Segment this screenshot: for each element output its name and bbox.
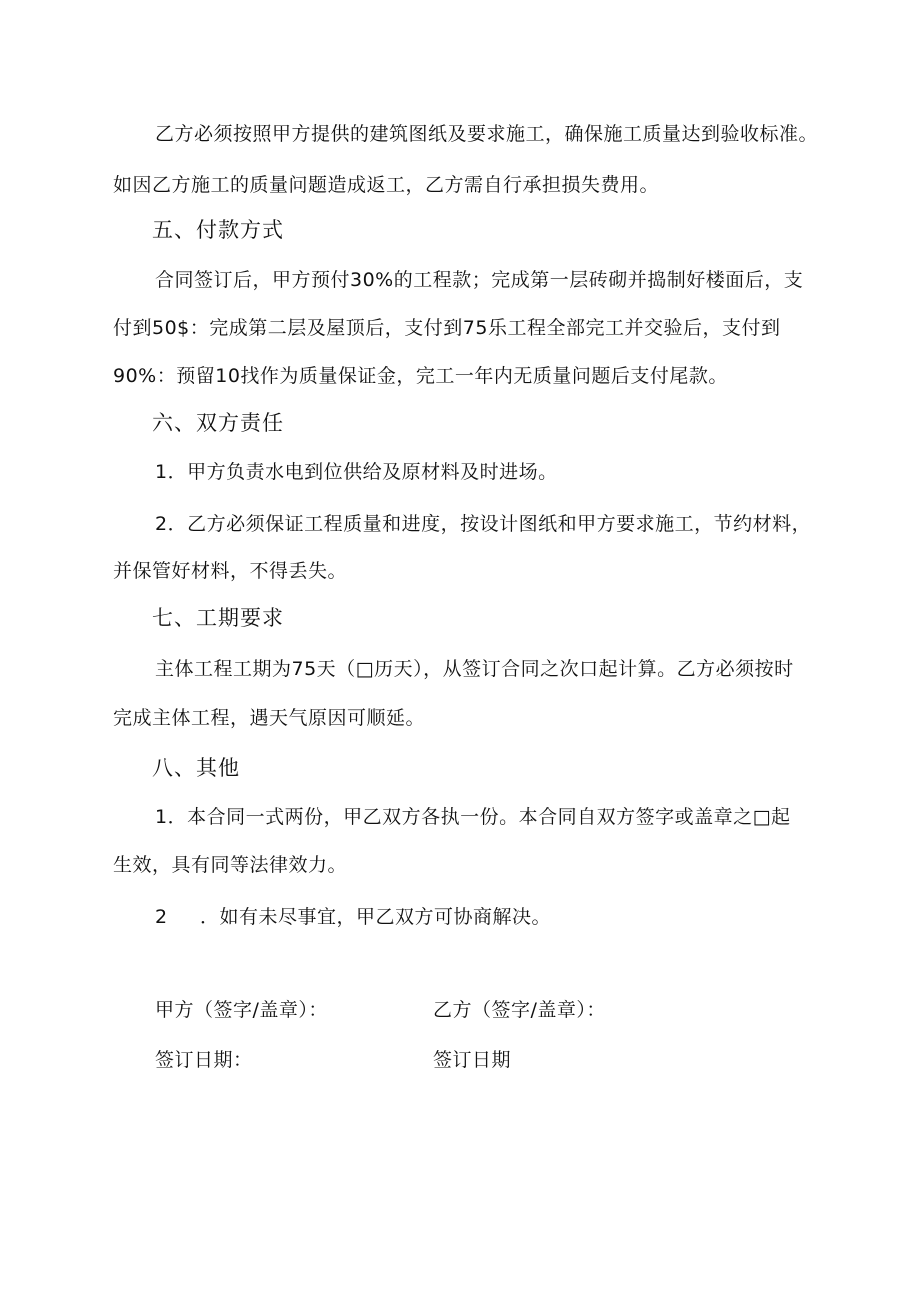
quality-paragraph-line-2: 如因乙方施工的质量问题造成返工，乙方需自行承担损失费用。 — [113, 174, 660, 196]
payment-paragraph-line-1: 合同签订后，甲方预付30%的工程款；完成第一层砖砌并捣制好楼面后，支 — [155, 269, 804, 291]
schedule-paragraph-line-2: 完成主体工程，遇天气原因可顺延。 — [113, 707, 426, 729]
quality-paragraph-line-1: 乙方必须按照甲方提供的建筑图纸及要求施工，确保施工质量达到验收标准。 — [155, 123, 819, 145]
payment-section-heading: 五、付款方式 — [152, 218, 284, 242]
party-b-date-label: 签订日期 — [433, 1049, 512, 1071]
other-item-1-line-1: 1．本合同一式两份，甲乙双方各执一份。本合同自双方签字或盖章之□起 — [155, 806, 791, 828]
payment-paragraph-line-3: 90%：预留10找作为质量保证金，完工一年内无质量问题后支付尾款。 — [113, 365, 728, 387]
other-item-1-line-2: 生效，具有同等法律效力。 — [113, 854, 348, 876]
responsibilities-section-heading: 六、双方责任 — [152, 411, 284, 435]
party-b-signature-label: 乙方（签字/盖章）： — [433, 999, 606, 1021]
schedule-section-heading: 七、工期要求 — [152, 606, 284, 630]
other-item-2-text: ．如有未尽事宜，甲乙双方可协商解决。 — [200, 906, 552, 928]
responsibility-item-2-line-2: 并保管好材料，不得丢失。 — [113, 560, 348, 582]
other-section-heading: 八、其他 — [152, 756, 240, 780]
responsibility-item-1: 1．甲方负责水电到位供给及原材料及时进场。 — [155, 461, 558, 483]
other-item-2-number: 2 — [155, 906, 168, 928]
responsibility-item-2-line-1: 2．乙方必须保证工程质量和进度，按设计图纸和甲方要求施工，节约材料， — [155, 513, 812, 535]
party-a-date-label: 签订日期： — [155, 1049, 253, 1071]
party-a-signature-label: 甲方（签字/盖章）： — [155, 999, 328, 1021]
schedule-paragraph-line-1: 主体工程工期为75天（□历天），从签订合同之次口起计算。乙方必须按时 — [155, 658, 794, 680]
payment-paragraph-line-2: 付到50$：完成第二层及屋顶后，支付到75乐工程全部完工并交验后，支付到 — [113, 317, 781, 339]
